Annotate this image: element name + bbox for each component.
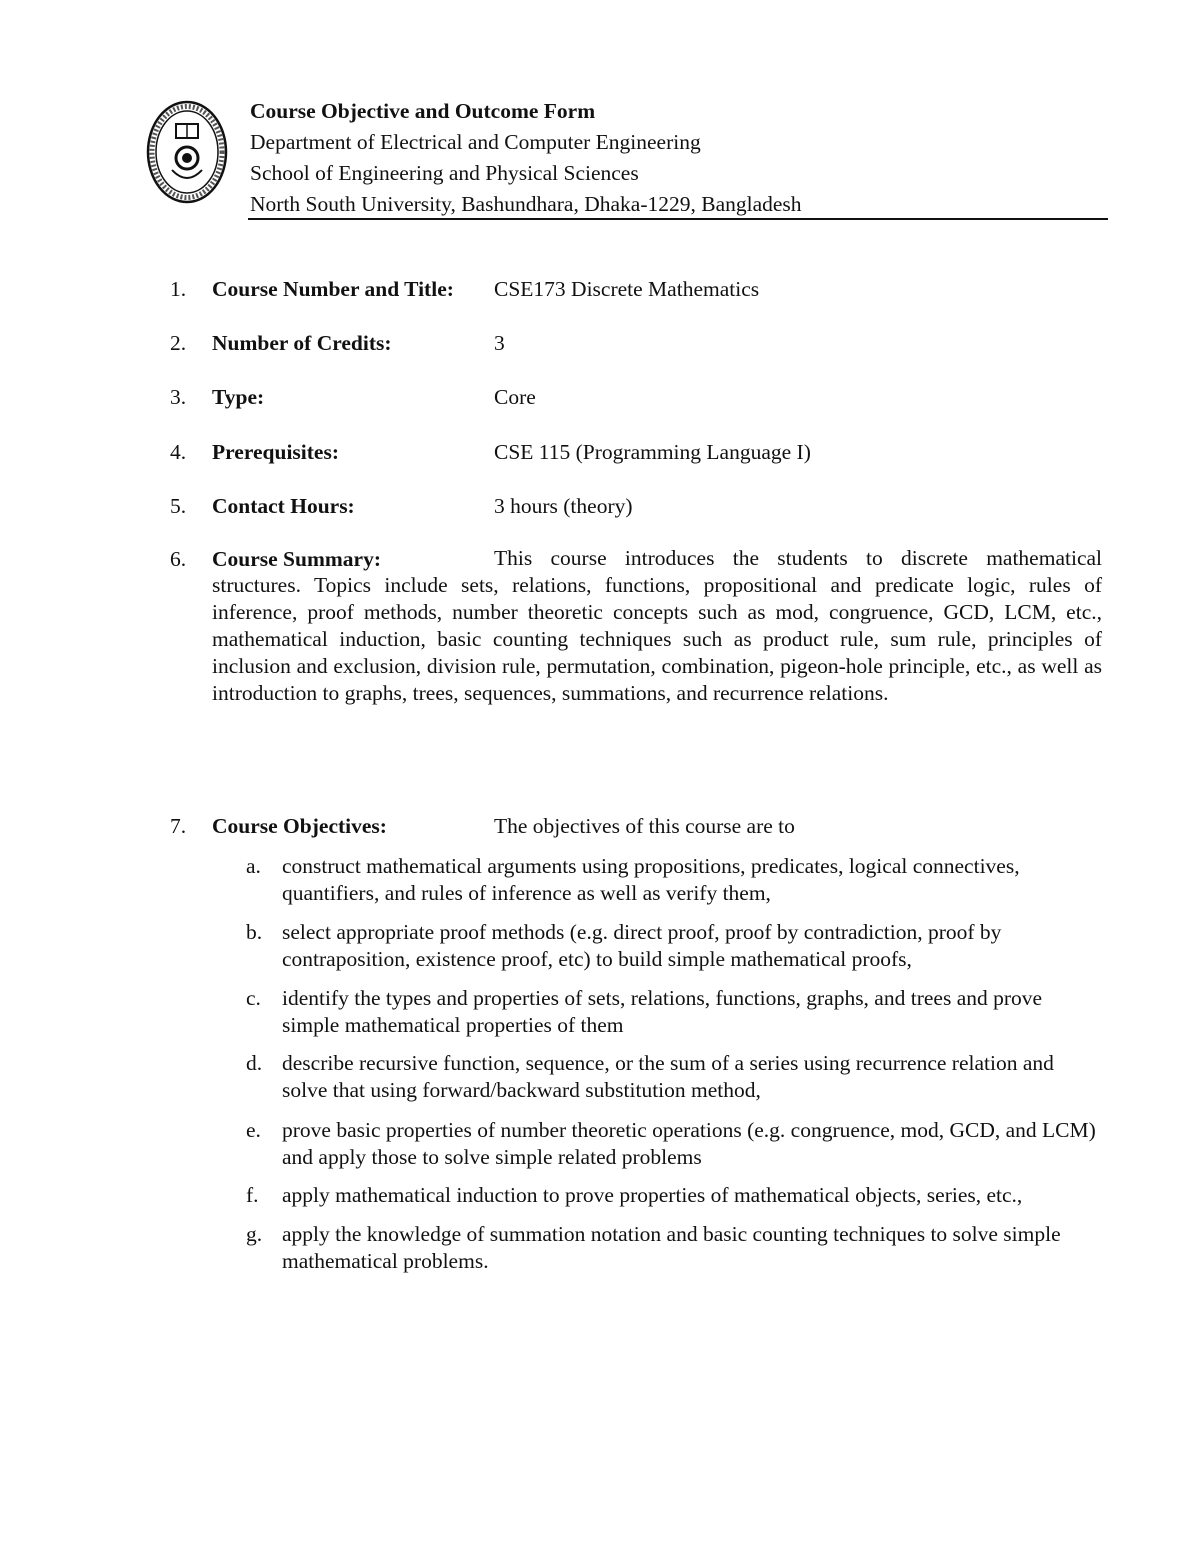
university-address: North South University, Bashundhara, Dhaka-1229, Bangladesh <box>250 192 802 216</box>
header-divider <box>248 218 1108 220</box>
objectives-intro: The objectives of this course are to <box>494 814 795 838</box>
item-value: 3 <box>494 331 505 355</box>
item-number: 6. <box>170 547 187 571</box>
document-header <box>250 96 1108 220</box>
objective-text: identify the types and properties of sets, relations, functions, graphs, and trees and prove simple mathematical properties of them <box>282 986 1043 1037</box>
objective-text: select appropriate proof methods (e.g. direct proof, proof by contradiction, proof by contraposition, existence proof, etc) to build simple mathematical proofs, <box>282 920 1002 971</box>
department-name: Department of Electrical and Computer Engineering <box>250 130 701 154</box>
item-label: Prerequisites: <box>212 440 339 464</box>
item-label: Type: <box>212 385 265 409</box>
item-label: Course Objectives: <box>212 814 387 838</box>
item-number: 4. <box>170 440 187 464</box>
item-number: 7. <box>170 814 187 838</box>
objective-text: prove basic properties of number theoretic operations (e.g. congruence, mod, GCD, and LCM) and apply those to solve simple related problems <box>282 1118 1096 1169</box>
item-label: Contact Hours: <box>212 494 355 518</box>
objective-letter: e. <box>246 1118 261 1142</box>
objective-letter: b. <box>246 920 263 944</box>
objective-text: apply mathematical induction to prove properties of mathematical objects, series, etc., <box>282 1183 1023 1207</box>
item-value: Core <box>494 385 536 409</box>
objective-text: apply the knowledge of summation notation and basic counting techniques to solve simple mathematical problems. <box>282 1222 1061 1273</box>
item-value: CSE173 Discrete Mathematics <box>494 277 760 301</box>
objective-text: construct mathematical arguments using propositions, predicates, logical connectives, quantifiers, and rules of inference as well as verify them, <box>282 854 1020 905</box>
item-number: 5. <box>170 494 187 518</box>
item-number: 3. <box>170 385 187 409</box>
course-summary-text: This course introduces the students to discrete mathematical structures. Topics include sets, relations, functions, propositional and predicate logic, rules of inference, proof methods, number theoretic concepts such as mod, congruence, GCD, LCM, etc., mathematical induction, basic counting techniques such as product rule, sum rule, principles of inclusion and exclusion, division rule, permutation, combination, pigeon-hole principle, etc., as well as introduction to graphs, trees, sequences, summations, and recurrence relations. <box>212 546 1102 705</box>
objective-letter: f. <box>246 1183 259 1207</box>
item-number: 1. <box>170 277 187 301</box>
form-title: Course Objective and Outcome Form <box>250 99 596 123</box>
item-value: 3 hours (theory) <box>494 494 633 518</box>
item-label: Number of Credits: <box>212 331 392 355</box>
item-value: CSE 115 (Programming Language I) <box>494 440 811 464</box>
objective-letter: g. <box>246 1222 263 1246</box>
university-seal-icon <box>146 100 228 204</box>
item-number: 2. <box>170 331 187 355</box>
school-name: School of Engineering and Physical Sciences <box>250 161 639 185</box>
objective-letter: a. <box>246 854 261 878</box>
objective-letter: c. <box>246 986 261 1010</box>
objective-letter: d. <box>246 1051 263 1075</box>
item-label: Course Summary: <box>212 547 381 571</box>
objective-text: describe recursive function, sequence, or the sum of a series using recurrence relation and solve that using forward/backward substitution method, <box>282 1051 1054 1102</box>
item-label: Course Number and Title: <box>212 277 454 301</box>
